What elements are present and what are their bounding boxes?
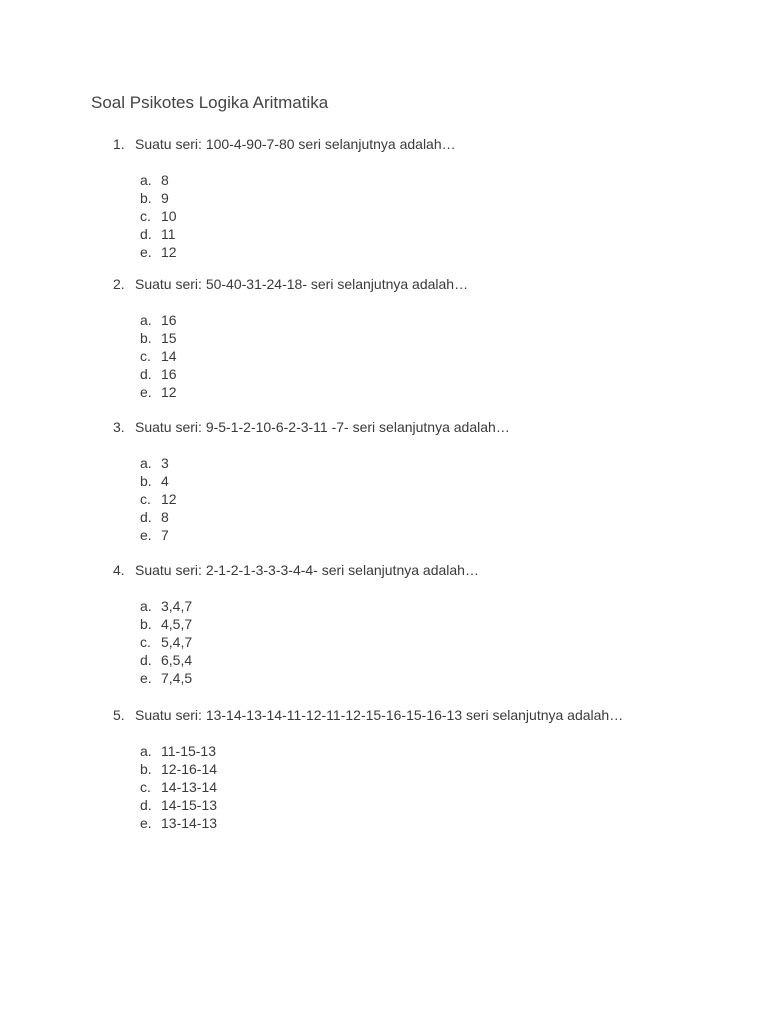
option-letter: a. <box>140 455 152 471</box>
option-letter: e. <box>140 527 152 543</box>
option-item <box>140 597 192 615</box>
option-value: 11-15-13 <box>161 743 217 759</box>
option-item <box>140 383 177 401</box>
option-value: 12 <box>161 244 177 260</box>
option-letter: c. <box>140 491 151 507</box>
question-prompt: Suatu seri: 13-14-13-14-11-12-11-12-15-16-15-16-13 seri selanjutnya adalah… <box>135 707 624 723</box>
option-letter: a. <box>140 598 152 614</box>
option-letter: d. <box>140 366 152 382</box>
option-value: 7 <box>161 527 169 543</box>
option-value: 11 <box>161 226 176 242</box>
option-letter: d. <box>140 652 152 668</box>
option-letter: c. <box>140 779 151 795</box>
option-list <box>140 454 177 544</box>
page-title: Soal Psikotes Logika Aritmatika <box>91 93 329 112</box>
option-item <box>140 171 177 189</box>
option-value: 4 <box>161 473 169 489</box>
option-letter: d. <box>140 797 152 813</box>
question-prompt: Suatu seri: 100-4-90-7-80 seri selanjutnya adalah… <box>135 136 456 152</box>
option-list <box>140 171 177 261</box>
option-value: 14-15-13 <box>161 797 218 813</box>
option-list <box>140 597 192 687</box>
option-letter: e. <box>140 670 152 686</box>
option-letter: a. <box>140 743 152 759</box>
option-value: 15 <box>161 330 177 346</box>
option-item <box>140 633 192 651</box>
question-text <box>113 418 753 436</box>
option-item <box>140 651 192 669</box>
option-item <box>140 347 177 365</box>
option-value: 6,5,4 <box>161 652 193 668</box>
option-item <box>140 669 192 687</box>
question-number: 5. <box>113 707 125 723</box>
option-item <box>140 207 177 225</box>
question-4 <box>113 561 753 686</box>
option-list <box>140 742 217 832</box>
option-item <box>140 742 217 760</box>
option-item <box>140 490 177 508</box>
option-item <box>140 472 177 490</box>
question-prompt: Suatu seri: 9-5-1-2-10-6-2-3-11 -7- seri selanjutnya adalah… <box>135 419 510 435</box>
option-item <box>140 454 177 472</box>
option-value: 8 <box>161 509 169 525</box>
option-item <box>140 243 177 261</box>
option-item <box>140 814 217 832</box>
option-letter: b. <box>140 190 152 206</box>
option-letter: e. <box>140 384 152 400</box>
option-value: 12 <box>161 491 177 507</box>
option-value: 3 <box>161 455 169 471</box>
option-letter: b. <box>140 616 152 632</box>
option-letter: a. <box>140 172 152 188</box>
option-letter: b. <box>140 330 152 346</box>
question-prompt: Suatu seri: 50-40-31-24-18- seri selanjutnya adalah… <box>135 276 469 292</box>
option-letter: d. <box>140 226 152 242</box>
question-text <box>113 561 753 579</box>
option-item <box>140 760 217 778</box>
option-letter: b. <box>140 473 152 489</box>
option-item <box>140 526 177 544</box>
option-item <box>140 225 177 243</box>
option-item <box>140 311 177 329</box>
option-item <box>140 329 177 347</box>
option-item <box>140 365 177 383</box>
option-value: 3,4,7 <box>161 598 193 614</box>
question-1 <box>113 135 753 260</box>
option-value: 14-13-14 <box>161 779 218 795</box>
question-number: 4. <box>113 562 125 578</box>
option-item <box>140 796 217 814</box>
option-letter: e. <box>140 244 152 260</box>
question-5 <box>113 706 753 831</box>
option-item <box>140 189 177 207</box>
option-letter: c. <box>140 634 151 650</box>
option-value: 10 <box>161 208 177 224</box>
question-text <box>113 706 753 724</box>
option-value: 5,4,7 <box>161 634 193 650</box>
option-letter: a. <box>140 312 152 328</box>
question-number: 1. <box>113 136 125 152</box>
option-letter: e. <box>140 815 152 831</box>
option-item <box>140 778 217 796</box>
question-number: 3. <box>113 419 125 435</box>
question-prompt: Suatu seri: 2-1-2-1-3-3-3-4-4- seri selanjutnya adalah… <box>135 562 479 578</box>
option-value: 12 <box>161 384 177 400</box>
option-value: 9 <box>161 190 169 206</box>
option-item <box>140 615 192 633</box>
question-2 <box>113 275 753 400</box>
question-text <box>113 275 753 293</box>
option-value: 4,5,7 <box>161 616 193 632</box>
option-letter: d. <box>140 509 152 525</box>
question-3 <box>113 418 753 543</box>
option-value: 7,4,5 <box>161 670 193 686</box>
option-value: 16 <box>161 366 177 382</box>
option-letter: b. <box>140 761 152 777</box>
option-value: 16 <box>161 312 177 328</box>
option-value: 8 <box>161 172 169 188</box>
option-list <box>140 311 177 401</box>
option-item <box>140 508 177 526</box>
option-letter: c. <box>140 208 151 224</box>
option-letter: c. <box>140 348 151 364</box>
option-value: 12-16-14 <box>161 761 218 777</box>
question-number: 2. <box>113 276 125 292</box>
question-text <box>113 135 753 153</box>
option-value: 13-14-13 <box>161 815 218 831</box>
option-value: 14 <box>161 348 177 364</box>
